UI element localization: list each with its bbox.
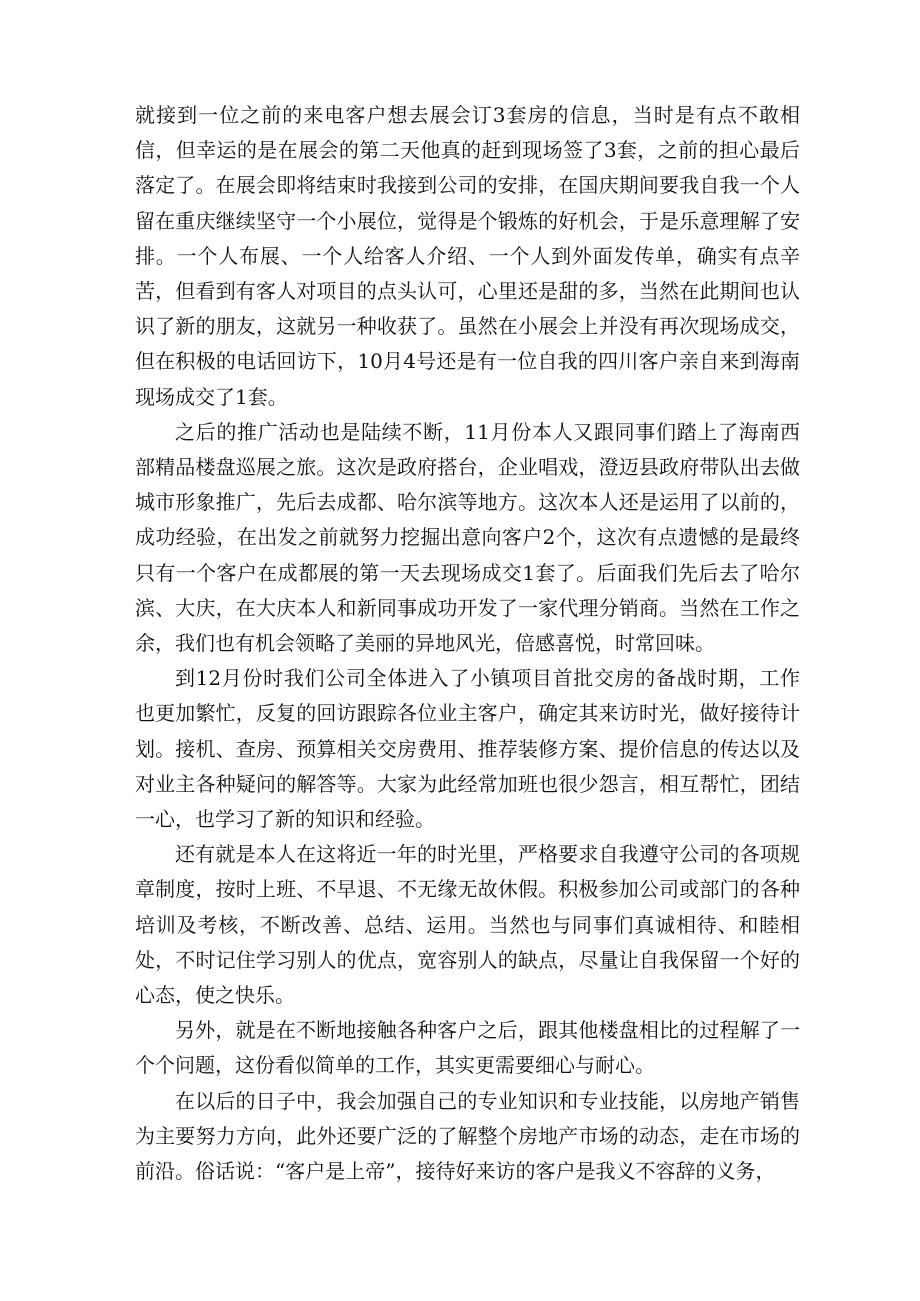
paragraph-2: 之后的推广活动也是陆续不断，11月份本人又跟同事们踏上了海南西部精品楼盘巡展之旅。这次是政府搭台，企业唱戏，澄迈县政府带队出去做城市形象推广，先后去成都、哈尔滨等地方。这次本人还是运用了以前的，成功经验，在出发之前就努力挖掘出意向客户2个，这次有点遗憾的是最终只有一个客户在成都展的第一天去现场成交1套了。后面我们先后去了哈尔滨、大庆，在大庆本人和新同事成功开发了一家代理分销商。当然在工作之余，我们也有机会领略了美丽的异地风光，倍感喜悦，时常回味。 bbox=[135, 419, 800, 656]
paragraph-5: 另外，就是在不断地接触各种客户之后，跟其他楼盘相比的过程解了一个个问题，这份看似简单的工作，其实更需要细心与耐心。 bbox=[135, 1018, 800, 1078]
paragraph-6: 在以后的日子中，我会加强自己的专业知识和专业技能，以房地产销售为主要努力方向，此外还要广泛的了解整个房地产市场的动态，走在市场的前沿。俗话说：“客户是上帝”，接待好来访的客户是我义不容辞的义务， bbox=[135, 1088, 800, 1184]
paragraph-4: 还有就是本人在这将近一年的时光里，严格要求自我遵守公司的各项规章制度，按时上班、不早退、不无缘无故休假。积极参加公司或部门的各种培训及考核，不断改善、总结、运用。当然也与同事们真诚相待、和睦相处，不时记住学习别人的优点，宽容别人的缺点，尽量让自我保留一个好的心态，使之快乐。 bbox=[135, 842, 800, 1008]
paragraph-1: 就接到一位之前的来电客户想去展会订3套房的信息，当时是有点不敢相信，但幸运的是在展会的第二天他真的赶到现场签了3套，之前的担心最后落定了。在展会即将结束时我接到公司的安排，在国庆期间要我自我一个人留在重庆继续坚守一个小展位，觉得是个锻炼的好机会，于是乐意理解了安排。一个人布展、一个人给客人介绍、一个人到外面发传单，确实有点辛苦，但看到有客人对项目的点头认可，心里还是甜的多，当然在此期间也认识了新的朋友，这就另一种收获了。虽然在小展会上并没有再次现场成交，但在积极的电话回访下，10月4号还是有一位自我的四川客户亲自来到海南现场成交了1套。 bbox=[135, 103, 800, 409]
document-body bbox=[135, 98, 800, 1189]
paragraph-3: 到12月份时我们公司全体进入了小镇项目首批交房的备战时期，工作也更加繁忙，反复的回访跟踪各位业主客户，确定其来访时光，做好接待计划。接机、查房、预算相关交房费用、推荐装修方案、提价信息的传达以及对业主各种疑问的解答等。大家为此经常加班也很少怨言，相互帮忙，团结一心，也学习了新的知识和经验。 bbox=[135, 666, 800, 832]
